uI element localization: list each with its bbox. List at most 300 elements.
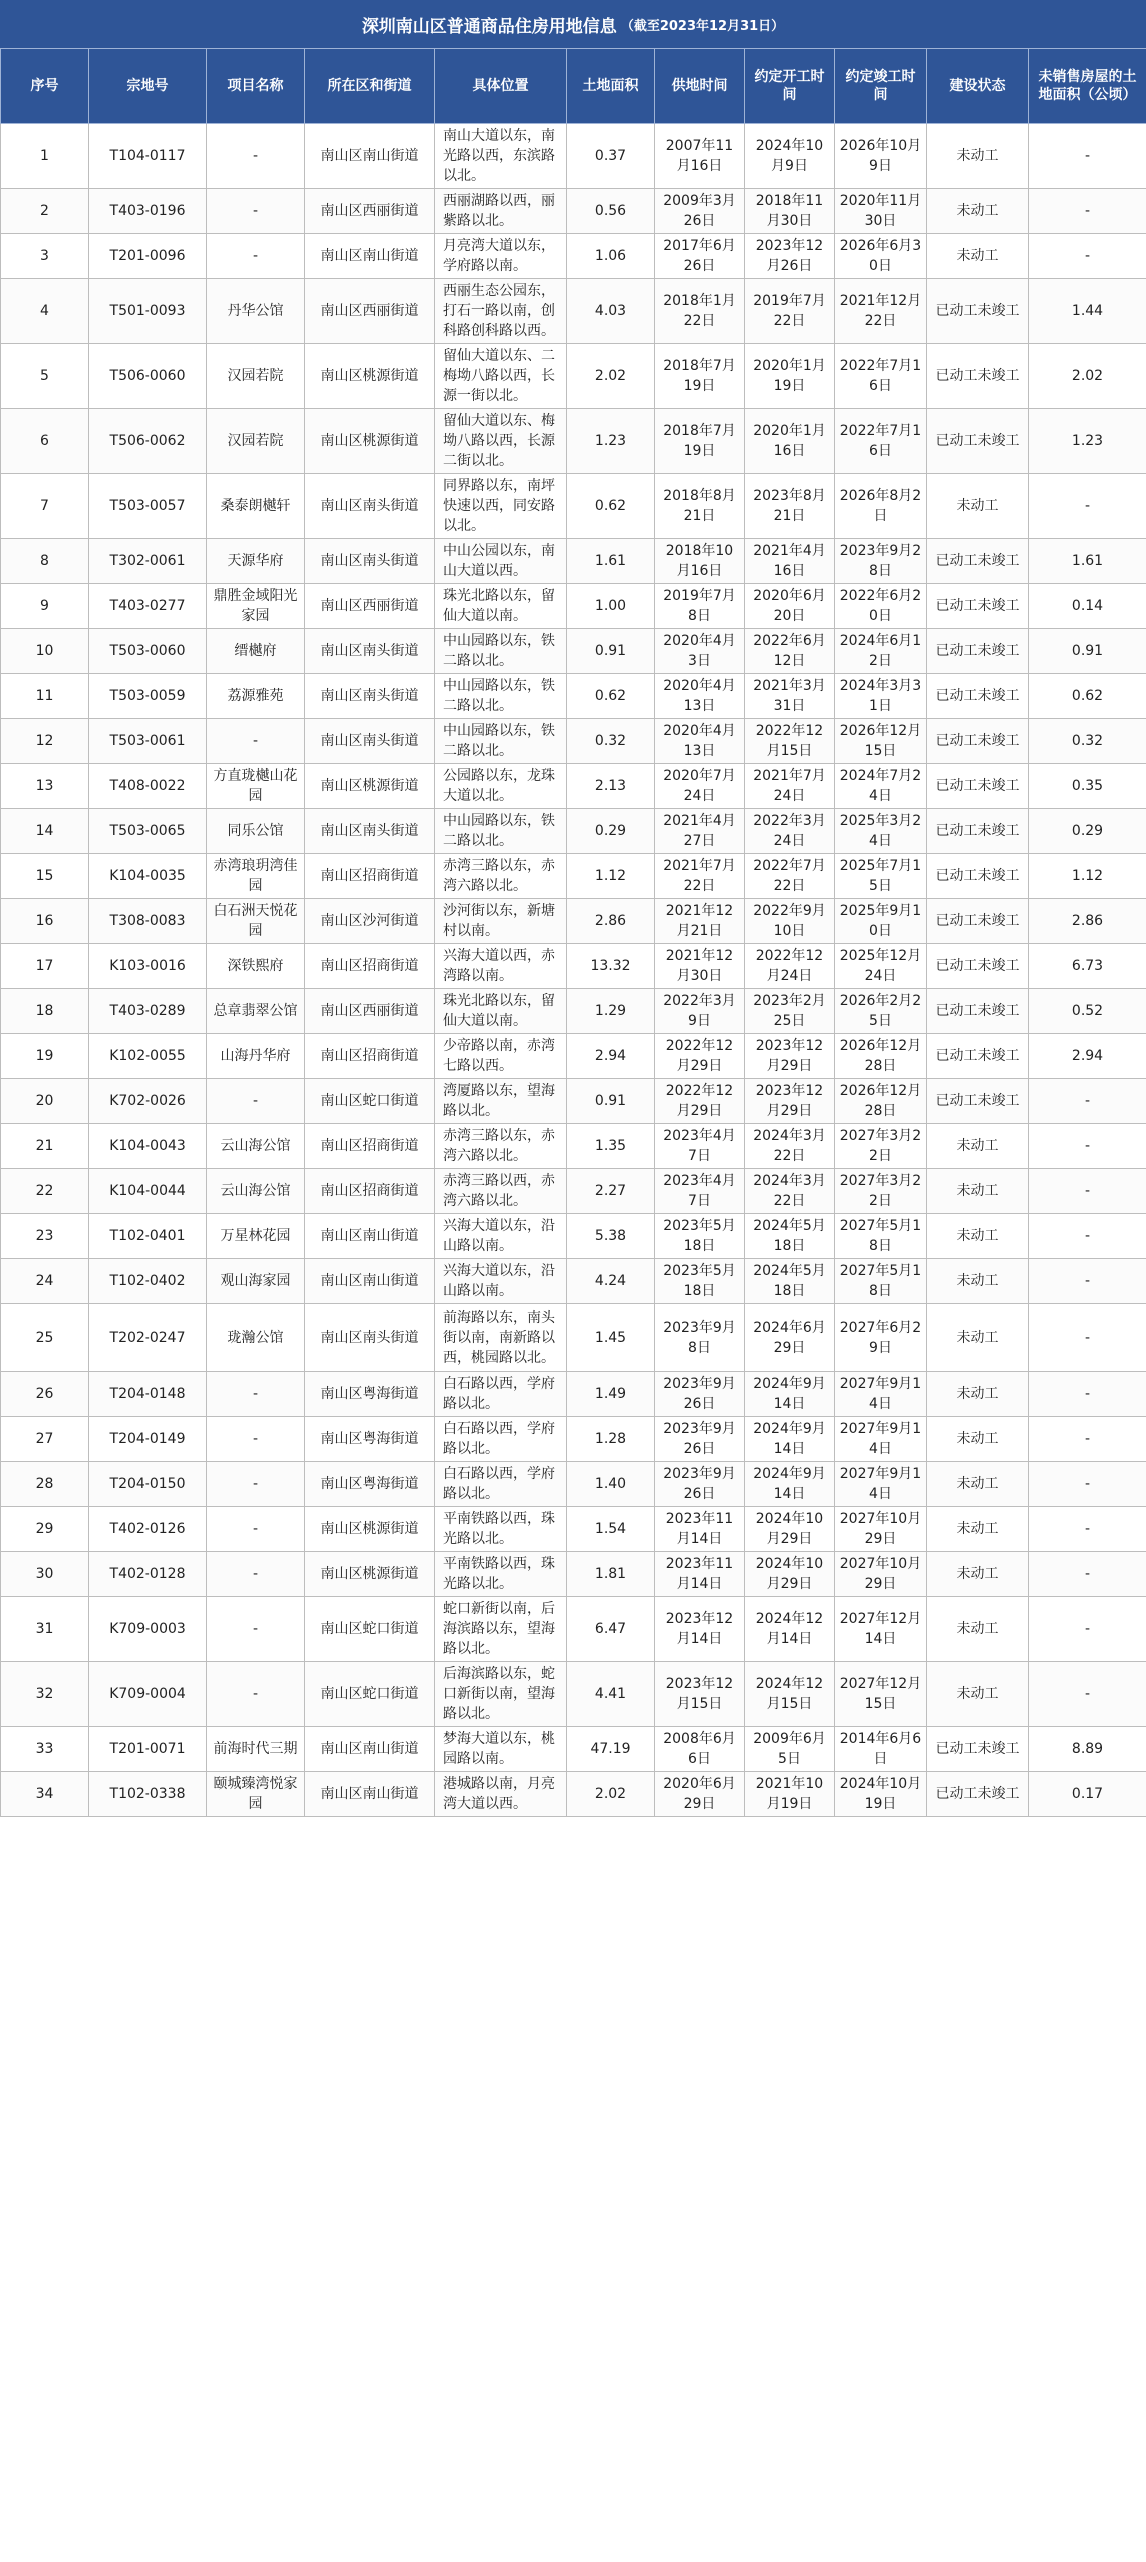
cell-parcel: T202-0247 [89, 1304, 207, 1372]
cell-district: 南山区西丽街道 [305, 279, 435, 344]
cell-parcel: K104-0035 [89, 854, 207, 899]
cell-location: 白石路以西，学府路以北。 [435, 1462, 567, 1507]
cell-finish-date: 2024年3月31日 [835, 674, 927, 719]
cell-area: 1.00 [567, 584, 655, 629]
cell-unsold-area: - [1029, 1372, 1146, 1417]
table-body [1, 124, 1146, 1817]
cell-parcel: T403-0289 [89, 989, 207, 1034]
cell-supply-date: 2021年7月22日 [655, 854, 745, 899]
header-start-date: 约定开工时间 [745, 49, 835, 124]
cell-unsold-area: 0.52 [1029, 989, 1146, 1034]
table-row [1, 944, 1146, 989]
cell-status: 未动工 [927, 1597, 1029, 1662]
cell-start-date: 2022年3月24日 [745, 809, 835, 854]
cell-project-name: - [207, 124, 305, 189]
table-row [1, 409, 1146, 474]
cell-area: 2.27 [567, 1169, 655, 1214]
cell-status: 未动工 [927, 1304, 1029, 1372]
table-row [1, 1259, 1146, 1304]
cell-unsold-area: - [1029, 1124, 1146, 1169]
cell-supply-date: 2020年4月13日 [655, 719, 745, 764]
cell-district: 南山区西丽街道 [305, 189, 435, 234]
cell-no: 5 [1, 344, 89, 409]
cell-start-date: 2023年8月21日 [745, 474, 835, 539]
header-unsold-area: 未销售房屋的土地面积（公顷） [1029, 49, 1146, 124]
cell-parcel: T102-0402 [89, 1259, 207, 1304]
cell-area: 1.40 [567, 1462, 655, 1507]
cell-status: 已动工未竣工 [927, 539, 1029, 584]
table-title-note: （截至2023年12月31日） [620, 18, 785, 34]
cell-district: 南山区桃源街道 [305, 409, 435, 474]
cell-location: 前海路以东，南头街以南，南新路以西，桃园路以北。 [435, 1304, 567, 1372]
cell-location: 蛇口新街以南，后海滨路以东，望海路以北。 [435, 1597, 567, 1662]
table-row [1, 719, 1146, 764]
cell-project-name: - [207, 1417, 305, 1462]
table-row [1, 809, 1146, 854]
cell-start-date: 2022年7月22日 [745, 854, 835, 899]
cell-location: 兴海大道以东，沿山路以南。 [435, 1259, 567, 1304]
cell-project-name: - [207, 1507, 305, 1552]
cell-supply-date: 2020年6月29日 [655, 1772, 745, 1817]
cell-district: 南山区招商街道 [305, 854, 435, 899]
cell-district: 南山区粤海街道 [305, 1462, 435, 1507]
cell-location: 留仙大道以东、梅坳八路以西，长源二街以北。 [435, 409, 567, 474]
cell-parcel: K702-0026 [89, 1079, 207, 1124]
cell-finish-date: 2025年7月15日 [835, 854, 927, 899]
cell-district: 南山区桃源街道 [305, 1507, 435, 1552]
cell-parcel: T201-0071 [89, 1727, 207, 1772]
cell-project-name: 桑泰朗樾轩 [207, 474, 305, 539]
cell-district: 南山区粤海街道 [305, 1372, 435, 1417]
cell-no: 33 [1, 1727, 89, 1772]
cell-finish-date: 2021年12月22日 [835, 279, 927, 344]
cell-district: 南山区西丽街道 [305, 584, 435, 629]
cell-status: 未动工 [927, 1462, 1029, 1507]
cell-project-name: 珑瀚公馆 [207, 1304, 305, 1372]
cell-finish-date: 2025年9月10日 [835, 899, 927, 944]
cell-district: 南山区南山街道 [305, 1727, 435, 1772]
cell-no: 12 [1, 719, 89, 764]
cell-location: 梦海大道以东，桃园路以南。 [435, 1727, 567, 1772]
header-supply-date: 供地时间 [655, 49, 745, 124]
cell-unsold-area: 0.35 [1029, 764, 1146, 809]
cell-unsold-area: 8.89 [1029, 1727, 1146, 1772]
cell-supply-date: 2021年12月30日 [655, 944, 745, 989]
cell-area: 1.61 [567, 539, 655, 584]
cell-area: 0.91 [567, 629, 655, 674]
cell-project-name: 山海丹华府 [207, 1034, 305, 1079]
header-no: 序号 [1, 49, 89, 124]
table-row [1, 1034, 1146, 1079]
cell-location: 珠光北路以东，留仙大道以南。 [435, 584, 567, 629]
cell-start-date: 2021年7月24日 [745, 764, 835, 809]
cell-location: 兴海大道以东，沿山路以南。 [435, 1214, 567, 1259]
cell-finish-date: 2022年7月16日 [835, 344, 927, 409]
cell-start-date: 2024年9月14日 [745, 1372, 835, 1417]
cell-parcel: T204-0149 [89, 1417, 207, 1462]
cell-area: 1.28 [567, 1417, 655, 1462]
cell-project-name: 汉园若院 [207, 344, 305, 409]
cell-start-date: 2018年11月30日 [745, 189, 835, 234]
cell-status: 未动工 [927, 1124, 1029, 1169]
cell-start-date: 2020年6月20日 [745, 584, 835, 629]
cell-no: 32 [1, 1662, 89, 1727]
cell-parcel: T501-0093 [89, 279, 207, 344]
cell-supply-date: 2023年4月7日 [655, 1124, 745, 1169]
cell-no: 17 [1, 944, 89, 989]
cell-finish-date: 2027年12月14日 [835, 1597, 927, 1662]
cell-status: 已动工未竣工 [927, 344, 1029, 409]
cell-location: 赤湾三路以东，赤湾六路以北。 [435, 854, 567, 899]
cell-parcel: T503-0060 [89, 629, 207, 674]
cell-parcel: T506-0060 [89, 344, 207, 409]
cell-project-name: - [207, 189, 305, 234]
cell-status: 已动工未竣工 [927, 764, 1029, 809]
cell-parcel: T102-0338 [89, 1772, 207, 1817]
cell-no: 3 [1, 234, 89, 279]
cell-status: 已动工未竣工 [927, 989, 1029, 1034]
cell-start-date: 2022年12月24日 [745, 944, 835, 989]
cell-finish-date: 2027年12月15日 [835, 1662, 927, 1727]
cell-start-date: 2023年12月29日 [745, 1034, 835, 1079]
cell-location: 南山大道以东，南光路以西，东滨路以北。 [435, 124, 567, 189]
cell-unsold-area: - [1029, 1169, 1146, 1214]
header-area: 土地面积 [567, 49, 655, 124]
cell-finish-date: 2024年6月12日 [835, 629, 927, 674]
cell-no: 11 [1, 674, 89, 719]
cell-unsold-area: - [1029, 124, 1146, 189]
cell-supply-date: 2020年7月24日 [655, 764, 745, 809]
cell-project-name: 白石洲天悦花园 [207, 899, 305, 944]
cell-start-date: 2022年12月15日 [745, 719, 835, 764]
cell-unsold-area: - [1029, 189, 1146, 234]
cell-location: 沙河街以东，新塘村以南。 [435, 899, 567, 944]
land-table [0, 48, 1146, 1817]
cell-district: 南山区桃源街道 [305, 344, 435, 409]
cell-parcel: T403-0277 [89, 584, 207, 629]
cell-parcel: T204-0150 [89, 1462, 207, 1507]
table-row [1, 1372, 1146, 1417]
cell-no: 9 [1, 584, 89, 629]
cell-finish-date: 2024年10月19日 [835, 1772, 927, 1817]
cell-status: 未动工 [927, 1417, 1029, 1462]
cell-project-name: 颐城臻湾悦家园 [207, 1772, 305, 1817]
cell-project-name: 缙樾府 [207, 629, 305, 674]
cell-district: 南山区招商街道 [305, 1034, 435, 1079]
cell-status: 已动工未竣工 [927, 674, 1029, 719]
cell-start-date: 2024年3月22日 [745, 1169, 835, 1214]
cell-no: 16 [1, 899, 89, 944]
cell-no: 25 [1, 1304, 89, 1372]
cell-finish-date: 2023年9月28日 [835, 539, 927, 584]
cell-start-date: 2022年9月10日 [745, 899, 835, 944]
cell-no: 21 [1, 1124, 89, 1169]
cell-parcel: T402-0126 [89, 1507, 207, 1552]
table-row [1, 1214, 1146, 1259]
cell-unsold-area: 6.73 [1029, 944, 1146, 989]
cell-finish-date: 2025年3月24日 [835, 809, 927, 854]
cell-status: 已动工未竣工 [927, 279, 1029, 344]
cell-supply-date: 2022年3月9日 [655, 989, 745, 1034]
cell-finish-date: 2025年12月24日 [835, 944, 927, 989]
cell-start-date: 2024年3月22日 [745, 1124, 835, 1169]
cell-supply-date: 2023年5月18日 [655, 1214, 745, 1259]
cell-finish-date: 2014年6月6日 [835, 1727, 927, 1772]
cell-supply-date: 2020年4月3日 [655, 629, 745, 674]
header-location: 具体位置 [435, 49, 567, 124]
cell-supply-date: 2023年12月15日 [655, 1662, 745, 1727]
cell-location: 后海滨路以东，蛇口新街以南，望海路以北。 [435, 1662, 567, 1727]
cell-location: 公园路以东，龙珠大道以北。 [435, 764, 567, 809]
cell-location: 赤湾三路以西，赤湾六路以北。 [435, 1169, 567, 1214]
table-row [1, 1552, 1146, 1597]
cell-no: 26 [1, 1372, 89, 1417]
cell-area: 2.02 [567, 344, 655, 409]
cell-location: 平南铁路以西，珠光路以北。 [435, 1507, 567, 1552]
cell-project-name: - [207, 1662, 305, 1727]
table-row [1, 1662, 1146, 1727]
cell-area: 0.32 [567, 719, 655, 764]
cell-project-name: - [207, 1462, 305, 1507]
cell-area: 1.12 [567, 854, 655, 899]
cell-project-name: 万星林花园 [207, 1214, 305, 1259]
cell-area: 13.32 [567, 944, 655, 989]
cell-project-name: 前海时代三期 [207, 1727, 305, 1772]
cell-district: 南山区粤海街道 [305, 1417, 435, 1462]
cell-parcel: T503-0059 [89, 674, 207, 719]
cell-status: 未动工 [927, 189, 1029, 234]
cell-parcel: K104-0044 [89, 1169, 207, 1214]
table-row [1, 1597, 1146, 1662]
cell-district: 南山区招商街道 [305, 1124, 435, 1169]
cell-location: 珠光北路以东，留仙大道以南。 [435, 989, 567, 1034]
table-row [1, 539, 1146, 584]
cell-start-date: 2024年5月18日 [745, 1259, 835, 1304]
cell-location: 月亮湾大道以东，学府路以南。 [435, 234, 567, 279]
cell-unsold-area: - [1029, 1079, 1146, 1124]
cell-no: 34 [1, 1772, 89, 1817]
cell-parcel: T408-0022 [89, 764, 207, 809]
cell-project-name: 观山海家园 [207, 1259, 305, 1304]
cell-unsold-area: 0.32 [1029, 719, 1146, 764]
header-finish-date: 约定竣工时间 [835, 49, 927, 124]
header-row [1, 49, 1146, 124]
cell-supply-date: 2022年12月29日 [655, 1034, 745, 1079]
table-row [1, 474, 1146, 539]
cell-area: 2.02 [567, 1772, 655, 1817]
table-row [1, 1417, 1146, 1462]
table-title-bar [0, 0, 1146, 49]
cell-finish-date: 2026年10月9日 [835, 124, 927, 189]
cell-project-name: - [207, 1372, 305, 1417]
cell-no: 31 [1, 1597, 89, 1662]
cell-finish-date: 2022年7月16日 [835, 409, 927, 474]
cell-status: 未动工 [927, 1372, 1029, 1417]
cell-area: 1.45 [567, 1304, 655, 1372]
cell-project-name: - [207, 234, 305, 279]
table-row [1, 279, 1146, 344]
cell-supply-date: 2021年12月21日 [655, 899, 745, 944]
cell-finish-date: 2026年12月15日 [835, 719, 927, 764]
cell-supply-date: 2019年7月8日 [655, 584, 745, 629]
cell-supply-date: 2007年11月16日 [655, 124, 745, 189]
cell-area: 2.86 [567, 899, 655, 944]
cell-no: 1 [1, 124, 89, 189]
cell-parcel: T201-0096 [89, 234, 207, 279]
cell-area: 0.29 [567, 809, 655, 854]
cell-unsold-area: - [1029, 1552, 1146, 1597]
cell-supply-date: 2023年4月7日 [655, 1169, 745, 1214]
cell-start-date: 2023年12月26日 [745, 234, 835, 279]
cell-supply-date: 2020年4月13日 [655, 674, 745, 719]
cell-status: 未动工 [927, 1169, 1029, 1214]
cell-location: 同界路以东，南坪快速以西，同安路以北。 [435, 474, 567, 539]
cell-area: 0.37 [567, 124, 655, 189]
cell-unsold-area: 1.12 [1029, 854, 1146, 899]
cell-start-date: 2020年1月16日 [745, 409, 835, 474]
table-row [1, 989, 1146, 1034]
cell-unsold-area: 0.14 [1029, 584, 1146, 629]
cell-finish-date: 2022年6月20日 [835, 584, 927, 629]
cell-area: 2.94 [567, 1034, 655, 1079]
cell-status: 已动工未竣工 [927, 899, 1029, 944]
cell-unsold-area: 0.62 [1029, 674, 1146, 719]
cell-unsold-area: - [1029, 1214, 1146, 1259]
cell-parcel: K102-0055 [89, 1034, 207, 1079]
cell-unsold-area: 0.17 [1029, 1772, 1146, 1817]
cell-location: 中山园路以东，铁二路以北。 [435, 719, 567, 764]
header-parcel: 宗地号 [89, 49, 207, 124]
cell-supply-date: 2018年10月16日 [655, 539, 745, 584]
cell-location: 留仙大道以东、二梅坳八路以西，长源一街以北。 [435, 344, 567, 409]
cell-parcel: T308-0083 [89, 899, 207, 944]
table-row [1, 899, 1146, 944]
cell-project-name: 深铁熙府 [207, 944, 305, 989]
cell-status: 未动工 [927, 124, 1029, 189]
header-district: 所在区和街道 [305, 49, 435, 124]
cell-status: 未动工 [927, 1662, 1029, 1727]
cell-project-name: - [207, 1597, 305, 1662]
cell-no: 8 [1, 539, 89, 584]
cell-area: 1.81 [567, 1552, 655, 1597]
cell-area: 1.06 [567, 234, 655, 279]
cell-location: 中山园路以东，铁二路以北。 [435, 809, 567, 854]
cell-district: 南山区南山街道 [305, 234, 435, 279]
cell-project-name: 丹华公馆 [207, 279, 305, 344]
cell-no: 19 [1, 1034, 89, 1079]
cell-start-date: 2022年6月12日 [745, 629, 835, 674]
cell-area: 1.54 [567, 1507, 655, 1552]
cell-area: 0.56 [567, 189, 655, 234]
cell-location: 中山公园以东，南山大道以西。 [435, 539, 567, 584]
cell-district: 南山区沙河街道 [305, 899, 435, 944]
cell-supply-date: 2009年3月26日 [655, 189, 745, 234]
cell-district: 南山区南头街道 [305, 474, 435, 539]
cell-unsold-area: 1.61 [1029, 539, 1146, 584]
table-row [1, 674, 1146, 719]
cell-supply-date: 2018年7月19日 [655, 409, 745, 474]
cell-area: 2.13 [567, 764, 655, 809]
cell-location: 中山园路以东，铁二路以北。 [435, 674, 567, 719]
cell-no: 27 [1, 1417, 89, 1462]
cell-start-date: 2024年12月14日 [745, 1597, 835, 1662]
cell-status: 未动工 [927, 1552, 1029, 1597]
cell-start-date: 2024年9月14日 [745, 1417, 835, 1462]
cell-unsold-area: 0.29 [1029, 809, 1146, 854]
cell-parcel: T402-0128 [89, 1552, 207, 1597]
table-row [1, 764, 1146, 809]
cell-start-date: 2023年2月25日 [745, 989, 835, 1034]
table-row [1, 1169, 1146, 1214]
cell-project-name: 云山海公馆 [207, 1169, 305, 1214]
cell-project-name: 鼎胜金域阳光家园 [207, 584, 305, 629]
cell-parcel: T503-0061 [89, 719, 207, 764]
cell-district: 南山区招商街道 [305, 1169, 435, 1214]
cell-district: 南山区南头街道 [305, 809, 435, 854]
cell-finish-date: 2027年10月29日 [835, 1507, 927, 1552]
cell-unsold-area: - [1029, 1259, 1146, 1304]
cell-parcel: K103-0016 [89, 944, 207, 989]
cell-unsold-area: 2.86 [1029, 899, 1146, 944]
cell-supply-date: 2018年1月22日 [655, 279, 745, 344]
cell-parcel: T302-0061 [89, 539, 207, 584]
table-row [1, 1772, 1146, 1817]
cell-area: 1.49 [567, 1372, 655, 1417]
cell-district: 南山区南山街道 [305, 1772, 435, 1817]
cell-location: 中山园路以东，铁二路以北。 [435, 629, 567, 674]
cell-unsold-area: - [1029, 1462, 1146, 1507]
cell-unsold-area: - [1029, 234, 1146, 279]
cell-district: 南山区南山街道 [305, 1259, 435, 1304]
cell-location: 少帝路以南，赤湾七路以西。 [435, 1034, 567, 1079]
cell-finish-date: 2026年2月25日 [835, 989, 927, 1034]
cell-no: 30 [1, 1552, 89, 1597]
cell-project-name: 赤湾琅玥湾佳园 [207, 854, 305, 899]
cell-location: 湾厦路以东，望海路以北。 [435, 1079, 567, 1124]
cell-finish-date: 2026年6月30日 [835, 234, 927, 279]
cell-location: 西丽湖路以西，丽紫路以北。 [435, 189, 567, 234]
cell-supply-date: 2021年4月27日 [655, 809, 745, 854]
cell-parcel: T204-0148 [89, 1372, 207, 1417]
cell-district: 南山区桃源街道 [305, 764, 435, 809]
cell-finish-date: 2026年8月2日 [835, 474, 927, 539]
cell-district: 南山区招商街道 [305, 944, 435, 989]
cell-location: 白石路以西，学府路以北。 [435, 1417, 567, 1462]
cell-status: 已动工未竣工 [927, 1034, 1029, 1079]
cell-no: 4 [1, 279, 89, 344]
cell-no: 23 [1, 1214, 89, 1259]
cell-status: 未动工 [927, 1214, 1029, 1259]
cell-supply-date: 2023年9月8日 [655, 1304, 745, 1372]
cell-start-date: 2024年10月29日 [745, 1507, 835, 1552]
cell-start-date: 2021年4月16日 [745, 539, 835, 584]
cell-status: 已动工未竣工 [927, 944, 1029, 989]
cell-finish-date: 2027年10月29日 [835, 1552, 927, 1597]
cell-unsold-area: - [1029, 1507, 1146, 1552]
cell-area: 0.62 [567, 674, 655, 719]
cell-finish-date: 2027年5月18日 [835, 1214, 927, 1259]
cell-project-name: 荔源雅苑 [207, 674, 305, 719]
cell-no: 28 [1, 1462, 89, 1507]
cell-start-date: 2024年12月15日 [745, 1662, 835, 1727]
cell-supply-date: 2023年9月26日 [655, 1462, 745, 1507]
header-project-name: 项目名称 [207, 49, 305, 124]
table-row [1, 124, 1146, 189]
cell-finish-date: 2027年5月18日 [835, 1259, 927, 1304]
cell-area: 5.38 [567, 1214, 655, 1259]
cell-start-date: 2023年12月29日 [745, 1079, 835, 1124]
cell-no: 29 [1, 1507, 89, 1552]
